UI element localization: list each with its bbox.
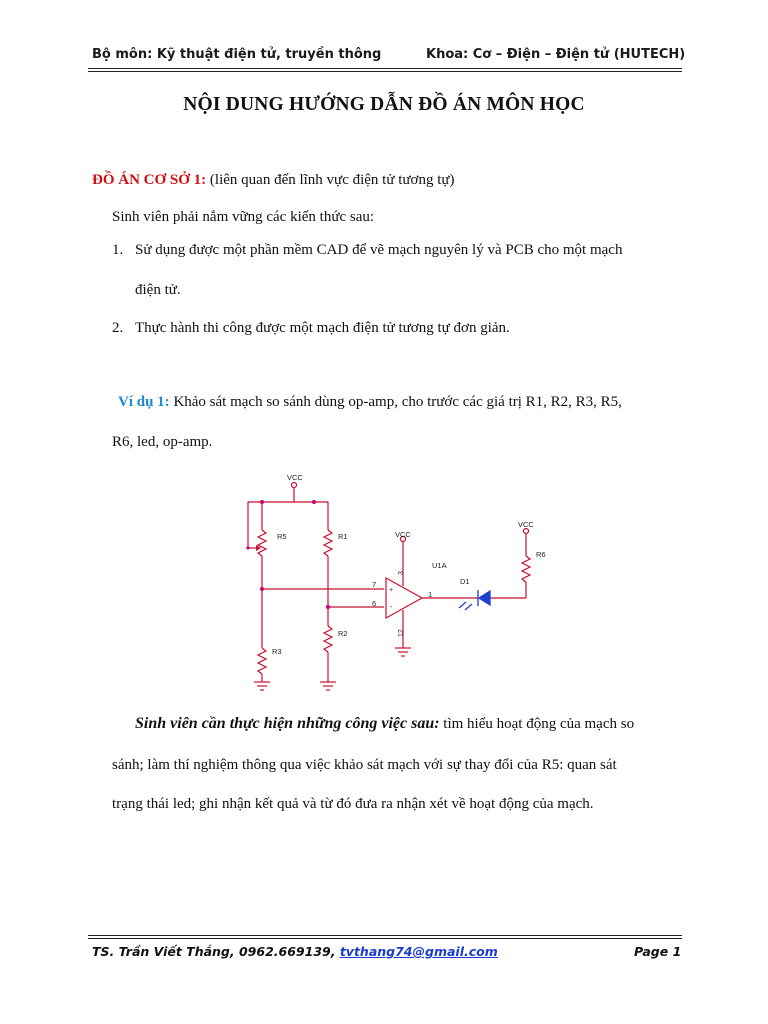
pin-label: 6 — [372, 599, 377, 608]
list-item-text: Sử dụng được một phần mềm CAD để vẽ mạch nguyên lý và PCB cho một mạch — [135, 242, 623, 258]
footer-author — [92, 944, 498, 959]
pin-label: - — [390, 604, 393, 611]
tasks-line-1 — [135, 714, 634, 734]
section-intro: Sinh viên phải nắm vững các kiến thức sau: — [112, 209, 375, 225]
tasks-lead: Sinh viên cần thực hiện những công việc sau: — [135, 715, 440, 732]
tasks-line-3: trạng thái led; ghi nhận kết quả và từ đó đưa ra nhận xét về hoạt động của mạch. — [112, 796, 594, 812]
r2-label: R2 — [338, 629, 348, 638]
footer-divider — [88, 935, 682, 936]
page-number: Page 1 — [634, 944, 682, 959]
header-faculty: Khoa: Cơ – Điện – Điện tử (HUTECH) — [426, 47, 686, 62]
example-label: Ví dụ 1: — [118, 394, 170, 410]
list-item-text: Thực hành thi công được một mạch điện tử tương tự đơn giản. — [135, 320, 510, 336]
pin-label: 12 — [398, 629, 405, 637]
vcc-label: VCC — [395, 530, 411, 539]
list-item-number: 2. — [112, 320, 124, 336]
list-item-text-cont: điện tử. — [135, 282, 181, 298]
vcc-label: VCC — [287, 473, 303, 482]
u1a-label: U1A — [432, 561, 447, 570]
footer-email-link[interactable]: tvthang74@gmail.com — [339, 944, 498, 959]
section-heading-label: ĐỒ ÁN CƠ SỞ 1: — [92, 172, 207, 188]
page-title: NỘI DUNG HƯỚNG DẪN ĐỒ ÁN MÔN HỌC — [183, 94, 585, 115]
d1-label: D1 — [460, 577, 470, 586]
pin-label: 7 — [372, 580, 377, 589]
section-heading-note: (liên quan đến lĩnh vực điện tử tương tự) — [209, 172, 455, 188]
vcc-label: VCC — [518, 520, 534, 529]
r3-label: R3 — [272, 647, 282, 656]
tasks-text: tìm hiểu hoạt động của mạch so — [443, 716, 635, 732]
r6-label: R6 — [536, 550, 546, 559]
example-text: Khảo sát mạch so sánh dùng op-amp, cho trước các giá trị R1, R2, R3, R5, — [173, 394, 622, 410]
pin-label: 3 — [398, 571, 405, 575]
pin-label: + — [389, 587, 394, 594]
tasks-line-2: sánh; làm thí nghiệm thông qua việc khảo sát mạch với sự thay đổi của R5: quan sát — [112, 757, 617, 773]
footer-divider-2 — [88, 938, 682, 939]
list-item-number: 1. — [112, 242, 124, 258]
pin-label: 1 — [428, 590, 433, 599]
header-department: Bộ môn: Kỹ thuật điện tử, truyền thông — [92, 47, 382, 62]
footer-author-text: TS. Trần Viết Thắng, 0962.669139, — [92, 944, 336, 959]
r1-label: R1 — [338, 532, 348, 541]
r5-label: R5 — [277, 532, 287, 541]
example-line-2: R6, led, op-amp. — [112, 434, 213, 450]
